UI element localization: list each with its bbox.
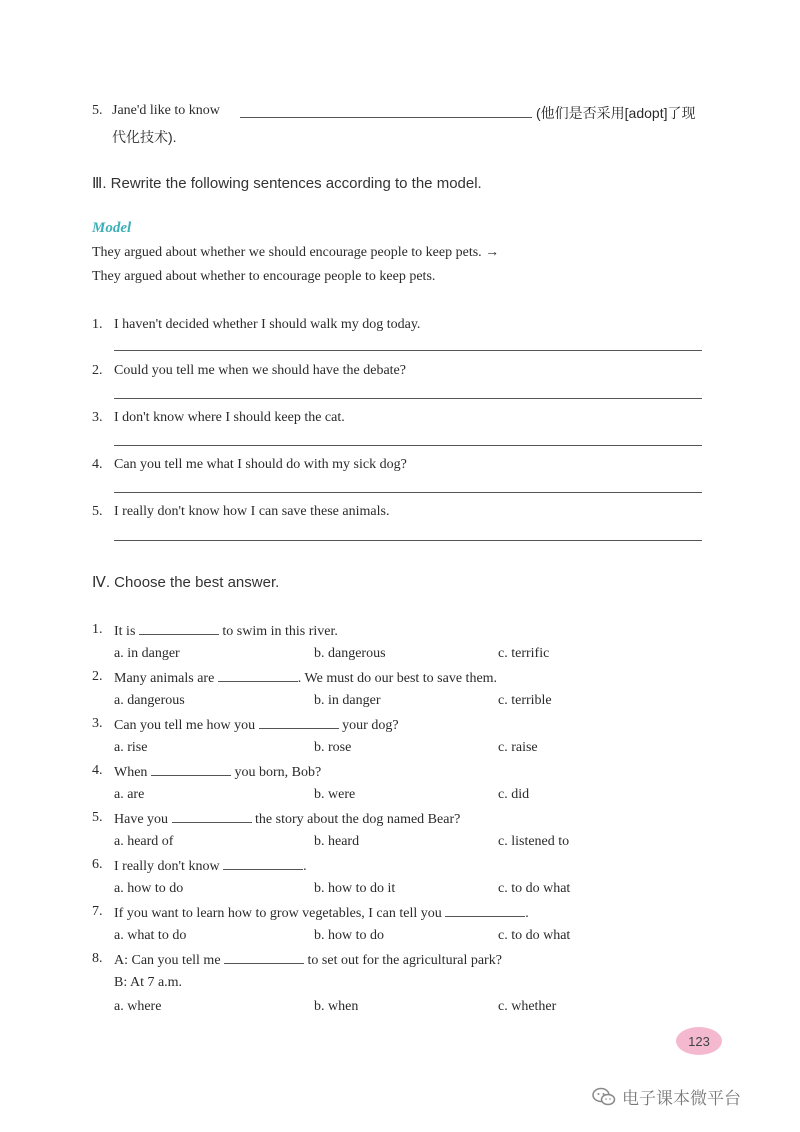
answer-blank[interactable]: [224, 951, 304, 964]
q1-stem: It is to swim in this river.: [114, 624, 338, 639]
q8-option-a[interactable]: a. where: [114, 999, 162, 1014]
q3-number: 3.: [92, 716, 103, 731]
page-number: 123: [688, 1033, 710, 1049]
section-3-title: Ⅲ. Rewrite the following sentences according to the model.: [92, 175, 482, 192]
q4-option-a[interactable]: a. are: [114, 787, 145, 802]
q2-option-a[interactable]: a. dangerous: [114, 693, 185, 708]
sec2-item5-text: Jane'd like to know: [112, 103, 220, 118]
q4-number: 4.: [92, 763, 103, 778]
q6-stem: I really don't know .: [114, 859, 307, 874]
q4-stem: When you born, Bob?: [114, 765, 322, 780]
q3-stem: Can you tell me how you your dog?: [114, 718, 399, 733]
q2-stem: Many animals are . We must do our best to save them.: [114, 671, 498, 686]
q3-option-c[interactable]: c. raise: [498, 740, 538, 755]
model-label: Model: [92, 220, 132, 236]
q3-option-a[interactable]: a. rise: [114, 740, 148, 755]
sec2-item5-hint-1: (他们是否采用[adopt]了现: [536, 105, 696, 121]
q8-stem: A: Can you tell me to set out for the agricultural park?: [114, 953, 502, 968]
section-4-title: Ⅳ. Choose the best answer.: [92, 574, 280, 591]
q5-option-b[interactable]: b. heard: [314, 834, 360, 849]
q5-number: 5.: [92, 810, 103, 825]
sec3-item-2-number: 2.: [92, 363, 103, 378]
model-line-2: They argued about whether to encourage people to keep pets.: [92, 269, 436, 284]
q2-option-c[interactable]: c. terrible: [498, 693, 552, 708]
sec3-item-3-text: I don't know where I should keep the cat.: [114, 410, 345, 425]
sec3-item-1-number: 1.: [92, 317, 103, 332]
q5-option-c[interactable]: c. listened to: [498, 834, 570, 849]
model-line-1: [92, 245, 499, 261]
answer-blank[interactable]: [259, 716, 339, 729]
q5-stem: Have you the story about the dog named Bear?: [114, 812, 461, 827]
sec3-item-1-text: I haven't decided whether I should walk my dog today.: [114, 317, 421, 332]
q8-number: 8.: [92, 951, 103, 966]
sec3-item-4-text: Can you tell me what I should do with my sick dog?: [114, 457, 407, 472]
q2-number: 2.: [92, 669, 103, 684]
q4-option-b[interactable]: b. were: [314, 787, 356, 802]
answer-line[interactable]: [114, 398, 702, 399]
q3-option-b[interactable]: b. rose: [314, 740, 352, 755]
q7-number: 7.: [92, 904, 103, 919]
q6-option-c[interactable]: c. to do what: [498, 881, 571, 896]
sec3-item-3-number: 3.: [92, 410, 103, 425]
q1-option-b[interactable]: b. dangerous: [314, 646, 386, 661]
sec3-item-5-text: I really don't know how I can save these animals.: [114, 504, 390, 519]
sec3-item-5-number: 5.: [92, 504, 103, 519]
q4-option-c[interactable]: c. did: [498, 787, 530, 802]
answer-line[interactable]: [114, 445, 702, 446]
arrow-icon: →: [485, 245, 500, 260]
watermark: [592, 1084, 741, 1109]
q5-option-a[interactable]: a. heard of: [114, 834, 174, 849]
q2-option-b[interactable]: b. in danger: [314, 693, 381, 708]
answer-line[interactable]: [114, 492, 702, 493]
q1-option-a[interactable]: a. in danger: [114, 646, 180, 661]
q8-line-2: B: At 7 a.m.: [114, 975, 183, 990]
answer-blank[interactable]: [139, 622, 219, 635]
q6-option-a[interactable]: a. how to do: [114, 881, 184, 896]
sec2-item5-hint-2: 代化技术).: [112, 129, 177, 145]
q8-option-b[interactable]: b. when: [314, 999, 359, 1014]
answer-blank[interactable]: [223, 857, 303, 870]
wechat-icon: [592, 1087, 616, 1107]
sec3-item-4-number: 4.: [92, 457, 103, 472]
q7-option-b[interactable]: b. how to do: [314, 928, 384, 943]
answer-blank[interactable]: [151, 763, 231, 776]
q1-number: 1.: [92, 622, 103, 637]
q8-option-c[interactable]: c. whether: [498, 999, 557, 1014]
q7-option-a[interactable]: a. what to do: [114, 928, 187, 943]
q7-stem: If you want to learn how to grow vegetables, I can tell you .: [114, 906, 529, 921]
sec3-item-2-text: Could you tell me when we should have the debate?: [114, 363, 406, 378]
answer-blank[interactable]: [172, 810, 252, 823]
q7-option-c[interactable]: c. to do what: [498, 928, 571, 943]
sec2-item5-number: 5.: [92, 103, 103, 118]
watermark-text: 电子课本微平台: [622, 1089, 741, 1109]
answer-blank[interactable]: [240, 117, 532, 118]
model-sentence-1: They argued about whether we should encourage people to keep pets.: [92, 245, 482, 260]
answer-blank[interactable]: [445, 904, 525, 917]
answer-line[interactable]: [114, 350, 702, 351]
q1-option-c[interactable]: c. terrific: [498, 646, 550, 661]
answer-blank[interactable]: [218, 669, 298, 682]
page-number-badge: [676, 1027, 722, 1055]
q6-number: 6.: [92, 857, 103, 872]
answer-line[interactable]: [114, 540, 702, 541]
q6-option-b[interactable]: b. how to do it: [314, 881, 396, 896]
